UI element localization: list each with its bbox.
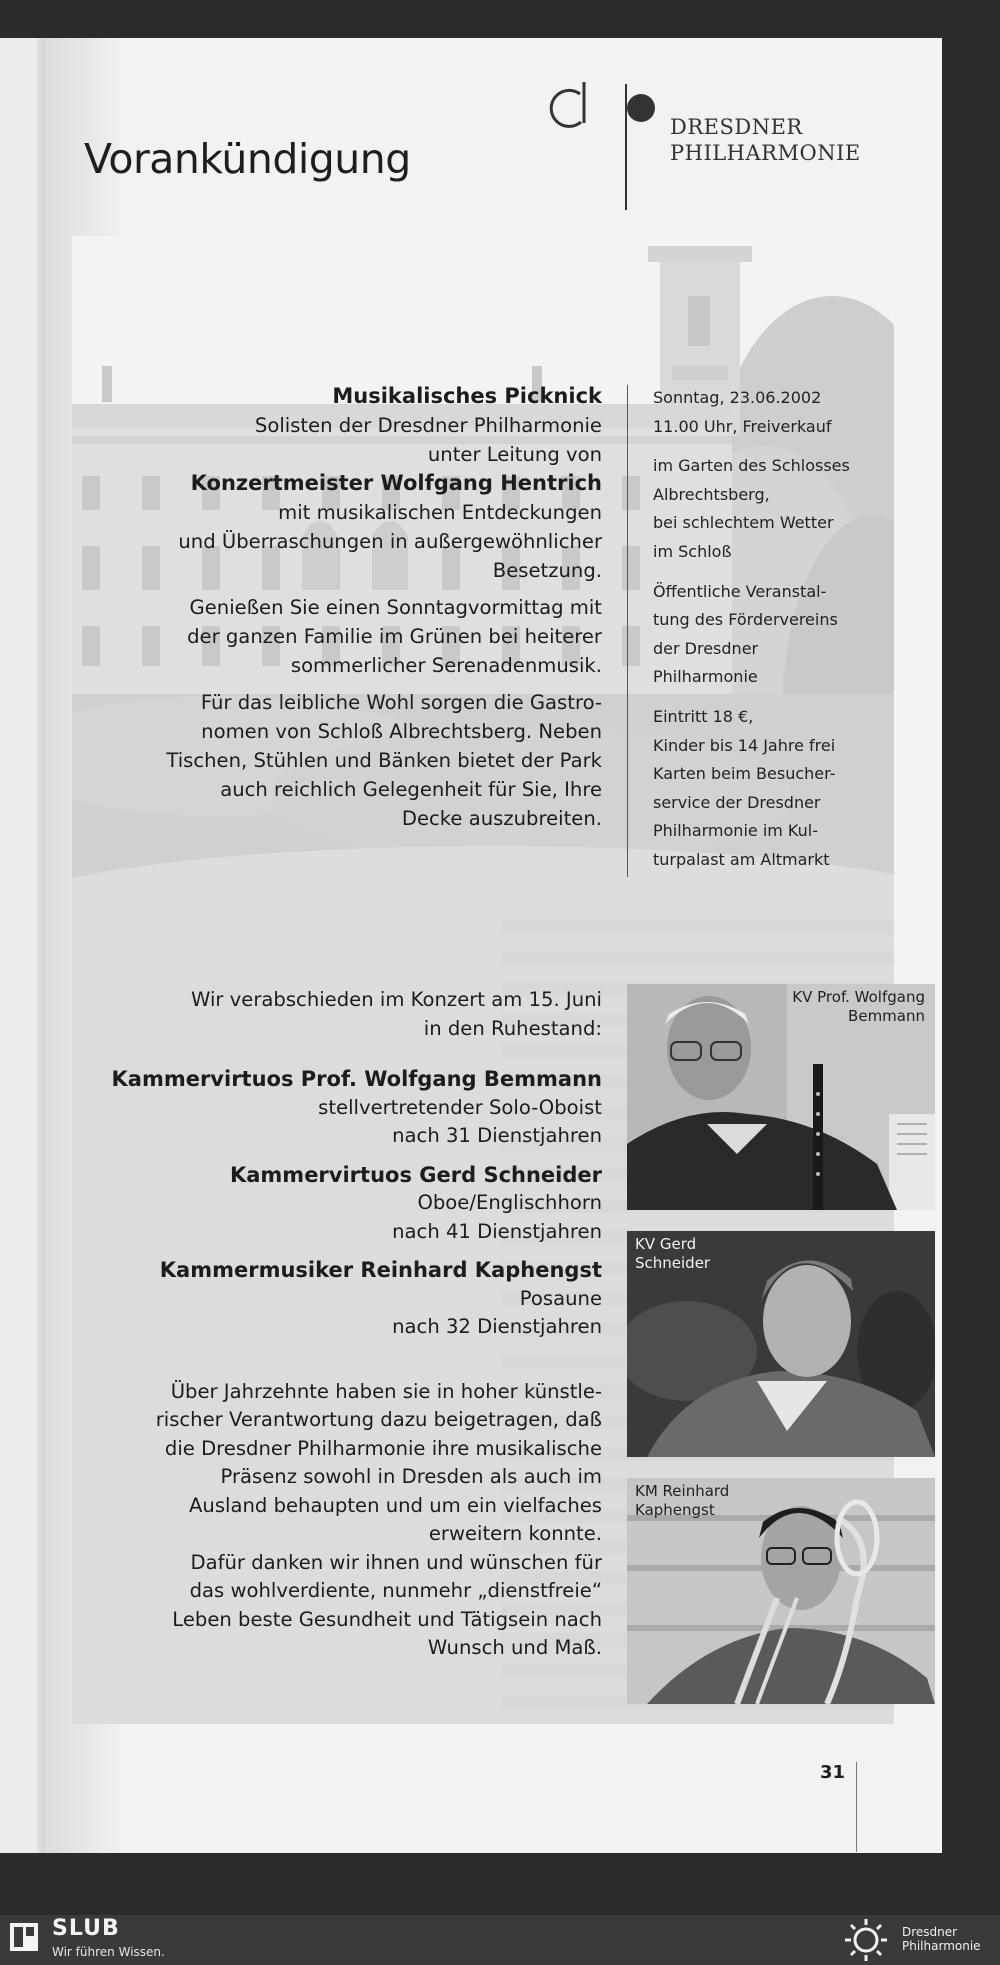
member-years: nach 31 Dienstjahren <box>392 1124 602 1147</box>
event-place: bei schlechtem Wetter <box>653 513 834 533</box>
dp-logo-icon <box>540 40 660 210</box>
event-time: 11.00 Uhr, Freiverkauf <box>653 416 832 436</box>
farewell-paragraph: Präsenz sowohl in Dresden als auch im <box>220 1465 602 1488</box>
member-role: stellvertretender Solo-Oboist <box>318 1095 602 1119</box>
member-years: nach 32 Dienstjahren <box>392 1315 602 1338</box>
portrait-bemmann <box>627 984 935 1210</box>
member-years: nach 41 Dienstjahren <box>392 1219 602 1243</box>
member-role: Oboe/Englischhorn <box>417 1191 602 1214</box>
farewell-paragraph: rischer Verantwortung dazu beigetragen, daß <box>155 1408 602 1431</box>
portrait-schneider <box>627 1231 935 1457</box>
event-place: im Garten des Schlosses <box>653 456 850 476</box>
farewell-paragraph: das wohlverdiente, nunmehr „dienstfreie“ <box>189 1579 602 1602</box>
event-date: Sonntag, 23.06.2002 <box>653 388 822 407</box>
library-slogan: Wir führen Wissen. <box>52 1945 165 1959</box>
picnic-line: Tischen, Stühlen und Bänken bietet der Park <box>166 749 602 772</box>
farewell-paragraph: Dafür danken wir ihnen und wünschen für <box>190 1550 602 1574</box>
member-role: Posaune <box>519 1286 602 1310</box>
event-place: im Schloß <box>653 541 732 561</box>
orchestra-logo-text: DRESDNER PHILHARMONIE <box>670 115 861 165</box>
farewell-paragraph: Über Jahrzehnte haben sie in hoher künstle- <box>170 1379 602 1403</box>
column-divider <box>627 385 628 877</box>
philharmonie-sun-icon <box>840 1917 892 1963</box>
portrait-caption: KM Reinhard <box>635 1482 730 1500</box>
farewell-intro: in den Ruhestand: <box>423 1016 602 1040</box>
farewell-intro: Wir verabschieden im Konzert am 15. Juni <box>191 988 602 1011</box>
portrait-kaphengst <box>627 1478 935 1704</box>
event-price: Kinder bis 14 Jahre frei <box>653 735 836 755</box>
left-page-edge <box>0 38 45 1853</box>
farewell-paragraph: erweitern konnte. <box>428 1522 602 1545</box>
portrait-caption: Bemmann <box>848 1007 925 1025</box>
picnic-line: Solisten der Dresdner Philharmonie <box>254 414 602 437</box>
farewell-paragraph: Ausland behaupten und um ein vielfaches <box>189 1493 602 1517</box>
farewell-paragraph: Wunsch und Maß. <box>427 1636 602 1659</box>
picnic-line: mit musikalischen Entdeckungen <box>278 501 602 524</box>
picnic-line: der ganzen Familie im Grünen bei heiterer <box>187 625 602 648</box>
event-place: Albrechtsberg, <box>653 484 770 504</box>
event-tickets: Karten beim Besucher- <box>653 764 836 784</box>
farewell-paragraph: die Dresdner Philharmonie ihre musikalische <box>164 1436 602 1460</box>
picnic-line: sommerlicher Serenadenmusik. <box>290 654 602 677</box>
orchestra-logo <box>540 40 870 210</box>
picnic-line: unter Leitung von <box>427 443 602 466</box>
event-price: Eintritt 18 €, <box>653 706 754 726</box>
picnic-line: Decke auszubreiten. <box>401 807 602 830</box>
portrait-caption: Kaphengst <box>635 1501 715 1519</box>
portrait-caption: KV Prof. Wolfgang <box>792 988 925 1006</box>
event-organizer: Öffentliche Veranstal- <box>653 581 827 601</box>
partner-name-line: Philharmonie <box>902 1939 981 1953</box>
portrait-caption: KV Gerd <box>635 1235 697 1253</box>
member-name: Kammermusiker Reinhard Kaphengst <box>159 1258 602 1282</box>
event-tickets: service der Dresdner <box>653 792 821 812</box>
event-tickets: Philharmonie im Kul- <box>653 821 818 841</box>
picnic-line: auch reichlich Gelegenheit für Sie, Ihre <box>220 778 602 801</box>
picnic-line: Besetzung. <box>492 559 602 582</box>
event-organizer: der Dresdner <box>653 638 759 658</box>
library-name: SLUB <box>52 1916 120 1941</box>
page-title: Vorankündigung <box>84 135 411 183</box>
page-number: 31 <box>820 1762 846 1783</box>
picnic-line: Für das leibliche Wohl sorgen die Gastro- <box>200 691 602 714</box>
farewell-text <box>82 986 602 1663</box>
event-organizer: tung des Fördervereins <box>653 610 838 630</box>
picnic-heading: Musikalisches Picknick <box>332 384 602 408</box>
portrait-caption: Schneider <box>635 1254 711 1272</box>
member-name: Kammervirtuos Prof. Wolfgang Bemmann <box>111 1067 602 1091</box>
page-number-rule <box>856 1762 857 1852</box>
slub-logo-icon <box>8 1921 40 1953</box>
picnic-announcement <box>80 382 602 833</box>
partner-name-line: Dresdner <box>902 1925 958 1939</box>
event-info <box>653 384 858 886</box>
farewell-paragraph: Leben beste Gesundheit und Tätigsein nach <box>172 1607 602 1631</box>
event-organizer: Philharmonie <box>653 667 758 687</box>
picnic-line: nomen von Schloß Albrechtsberg. Neben <box>201 720 602 743</box>
event-tickets: turpalast am Altmarkt <box>653 849 830 869</box>
picnic-line: und Überraschungen in außergewöhnlicher <box>178 530 602 553</box>
partner-name <box>902 1925 981 1953</box>
picnic-line: Genießen Sie einen Sonntagvormittag mit <box>189 596 602 619</box>
picnic-conductor: Konzertmeister Wolfgang Hentrich <box>190 471 602 495</box>
library-footer <box>0 1915 1000 1965</box>
member-name: Kammervirtuos Gerd Schneider <box>229 1162 602 1187</box>
